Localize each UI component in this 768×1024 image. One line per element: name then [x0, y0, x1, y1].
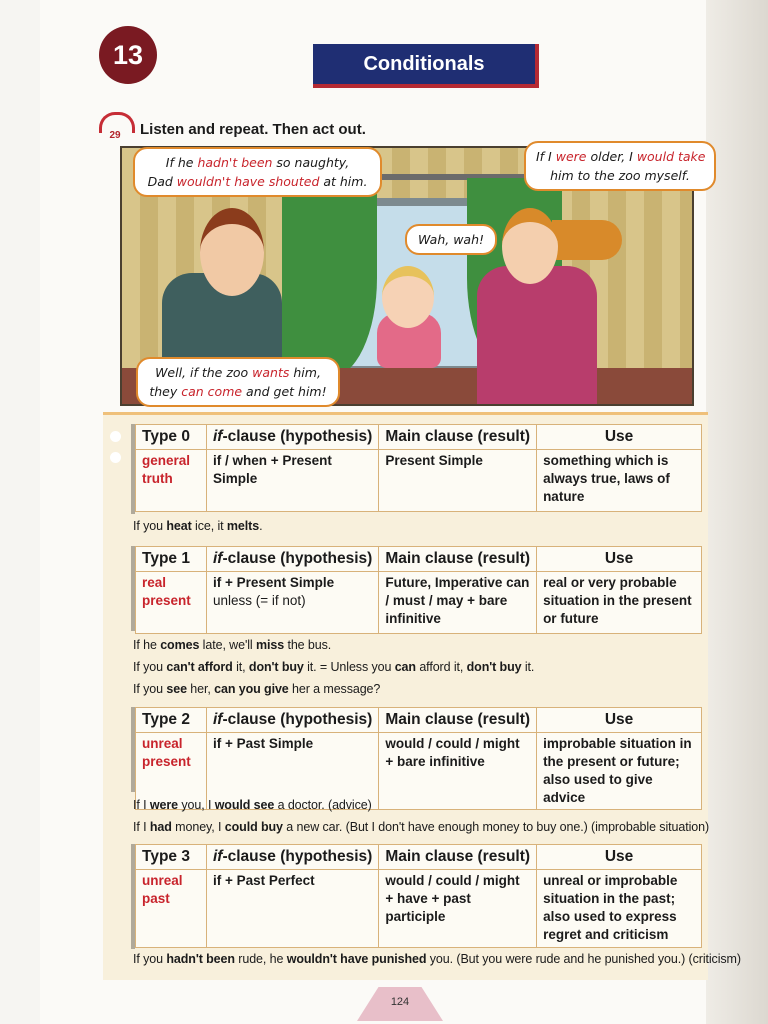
instruction: Listen and repeat. Then act out.: [140, 121, 366, 138]
example-sentence: If I had money, I could buy a new car. (But I don't have enough money to buy one.) (improbable situation): [133, 820, 710, 834]
table-type2: [135, 707, 702, 810]
page-number: 124: [390, 996, 410, 1008]
table-type1: [135, 546, 702, 634]
main-clause-heading: Main clause (result): [379, 845, 537, 870]
speech-bubble-boy: [133, 147, 382, 197]
if-clause-heading: if-clause (hypothesis): [207, 547, 379, 572]
audio-track-icon[interactable]: [97, 116, 133, 146]
main-clause-heading: Main clause (result): [379, 547, 537, 572]
main-clause-cell: would / could / might + bare infinitive: [379, 733, 537, 810]
bubble-text: and get him!: [242, 384, 327, 399]
use-heading: Use: [537, 547, 702, 572]
example-sentence: If you can't afford it, don't buy it. = Unless you can afford it, don't buy it.: [133, 660, 535, 674]
main-clause-cell: would / could / might + have + past participle: [379, 870, 537, 948]
example-sentence: If you see her, can you give her a message?: [133, 682, 381, 696]
use-cell: unreal or improbable situation in the past; also used to express regret and criticism: [537, 870, 702, 948]
use-heading: Use: [537, 425, 702, 450]
if-clause-cell: if + Past Simple: [207, 733, 379, 810]
type-heading: Type 0: [136, 425, 207, 450]
unit-number-badge: [99, 26, 157, 84]
type-heading: Type 1: [136, 547, 207, 572]
bubble-text: at him.: [319, 174, 368, 189]
speech-bubble-girl: [524, 141, 716, 191]
example-sentence: If he comes late, we'll miss the bus.: [133, 638, 332, 652]
bubble-text: him,: [289, 365, 321, 380]
bubble-text: they: [149, 384, 182, 399]
type-label: unreal past: [136, 870, 207, 948]
main-clause-cell: Present Simple: [379, 450, 537, 512]
bubble-highlight: would take: [636, 149, 706, 164]
if-clause-cell: if / when + Present Simple: [207, 450, 379, 512]
bubble-highlight: wants: [252, 365, 290, 380]
bubble-text: Well, if the zoo: [155, 365, 253, 380]
table-type0: [135, 424, 702, 512]
if-clause-cell: if + Present Simple unless (= if not): [207, 572, 379, 634]
girl-head: [502, 208, 558, 284]
main-clause-heading: Main clause (result): [379, 425, 537, 450]
speech-bubble-baby: [405, 224, 497, 255]
bubble-text: older, I: [586, 149, 637, 164]
main-clause-heading: Main clause (result): [379, 708, 537, 733]
bubble-highlight: hadn't been: [197, 155, 273, 170]
if-clause-heading: if-clause (hypothesis): [207, 425, 379, 450]
curtain-left: [282, 178, 377, 378]
type-label: unreal present: [136, 733, 207, 810]
boy-head: [200, 208, 264, 296]
bubble-text: so naughty,: [272, 155, 350, 170]
if-clause-heading: if-clause (hypothesis): [207, 845, 379, 870]
bubble-text: If he: [165, 155, 198, 170]
bubble-highlight: can come: [181, 384, 243, 399]
bubble-text: him to the zoo myself.: [550, 168, 690, 183]
use-cell: improbable situation in the present or future; also used to give advice: [537, 733, 702, 810]
speech-bubble-boy-2: [136, 357, 340, 407]
bubble-highlight: wouldn't have shouted: [176, 174, 320, 189]
unit-title-text: Conditionals: [363, 52, 485, 75]
type-label: real present: [136, 572, 207, 634]
use-heading: Use: [537, 845, 702, 870]
bubble-text: If I: [536, 149, 556, 164]
type-heading: Type 2: [136, 708, 207, 733]
baby-head: [382, 266, 434, 328]
table-type3: [135, 844, 702, 948]
bubble-text: Wah, wah!: [417, 232, 485, 247]
girl-hair: [552, 220, 622, 260]
example-sentence: If you hadn't been rude, he wouldn't have punished you. (But you were rude and he punished you.) (criticism): [133, 952, 741, 966]
unit-number: 13: [112, 39, 144, 70]
bullet-dot: [110, 431, 121, 442]
use-heading: Use: [537, 708, 702, 733]
track-number: 29: [109, 129, 121, 141]
example-sentence: If you heat ice, it melts.: [133, 519, 263, 533]
use-cell: something which is always true, laws of nature: [537, 450, 702, 512]
bullet-dot: [110, 452, 121, 463]
example-sentence: If I were you, I would see a doctor. (advice): [133, 798, 372, 812]
type-label: general truth: [136, 450, 207, 512]
girl-body: [477, 266, 597, 406]
main-clause-cell: Future, Imperative can / must / may + bare infinitive: [379, 572, 537, 634]
type-heading: Type 3: [136, 845, 207, 870]
unit-title: [313, 44, 539, 88]
use-cell: real or very probable situation in the present or future: [537, 572, 702, 634]
if-clause-heading: if-clause (hypothesis): [207, 708, 379, 733]
bubble-text: Dad: [147, 174, 177, 189]
if-clause-cell: if + Past Perfect: [207, 870, 379, 948]
bubble-highlight: were: [555, 149, 587, 164]
